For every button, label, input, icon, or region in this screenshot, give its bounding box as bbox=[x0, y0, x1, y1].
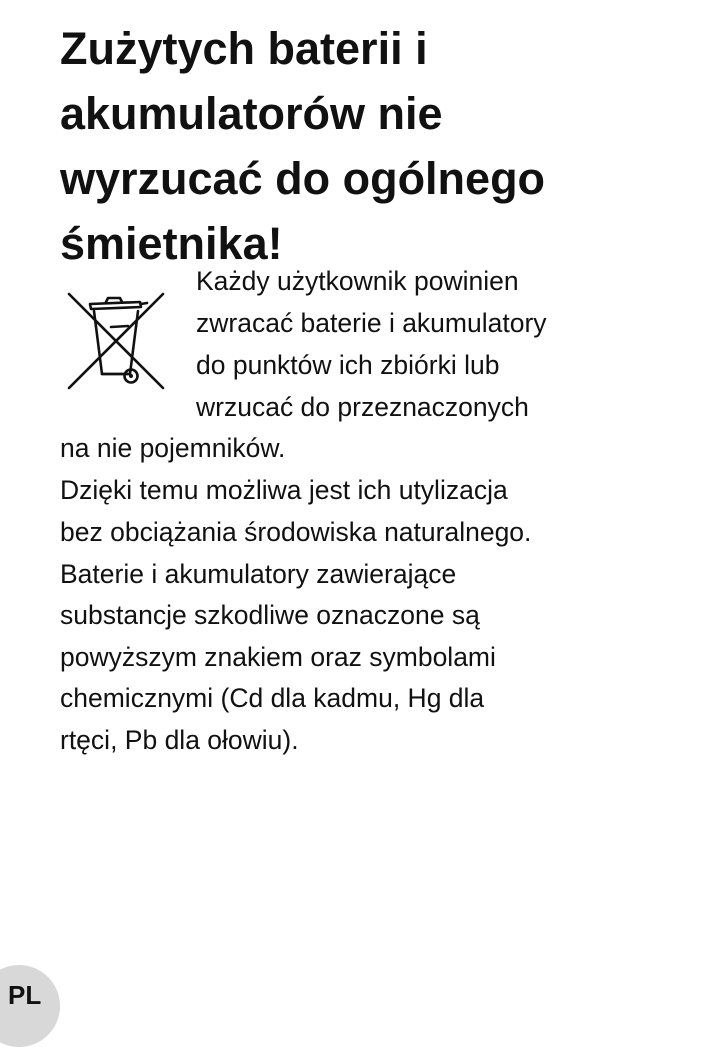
body-line-1: Każdy użytkownik powinien bbox=[196, 266, 519, 296]
title-line-2: akumulatorów nie bbox=[60, 88, 443, 139]
title-line-4: śmietnika! bbox=[60, 218, 283, 269]
body-line-5: na nie pojemników. bbox=[60, 433, 286, 463]
body-line-8: Baterie i akumulatory zawierające bbox=[60, 559, 457, 589]
title-line-3: wyrzucać do ogólnego bbox=[60, 153, 546, 204]
language-badge-label: PL bbox=[8, 980, 42, 1010]
body-line-11: chemicznymi (Cd dla kadmu, Hg dla bbox=[60, 683, 485, 713]
body-line-10: powyższym znakiem oraz symbolami bbox=[60, 642, 496, 672]
body-line-4: wrzucać do przeznaczonych bbox=[196, 392, 529, 422]
body-line-3: do punktów ich zbiórki lub bbox=[196, 350, 500, 380]
page-title bbox=[60, 16, 680, 276]
crossed-out-wheeled-bin-icon bbox=[64, 290, 168, 392]
body-line-6: Dzięki temu możliwa jest ich utylizacja bbox=[60, 475, 508, 505]
body-line-9: substancje szkodliwe oznaczone są bbox=[60, 600, 480, 630]
body-line-12: rtęci, Pb dla ołowiu). bbox=[60, 725, 299, 755]
title-line-1: Zużytych baterii i bbox=[60, 23, 428, 74]
body-line-2: zwracać baterie i akumulatory bbox=[196, 308, 547, 338]
body-line-7: bez obciążania środowiska naturalnego. bbox=[60, 517, 532, 547]
